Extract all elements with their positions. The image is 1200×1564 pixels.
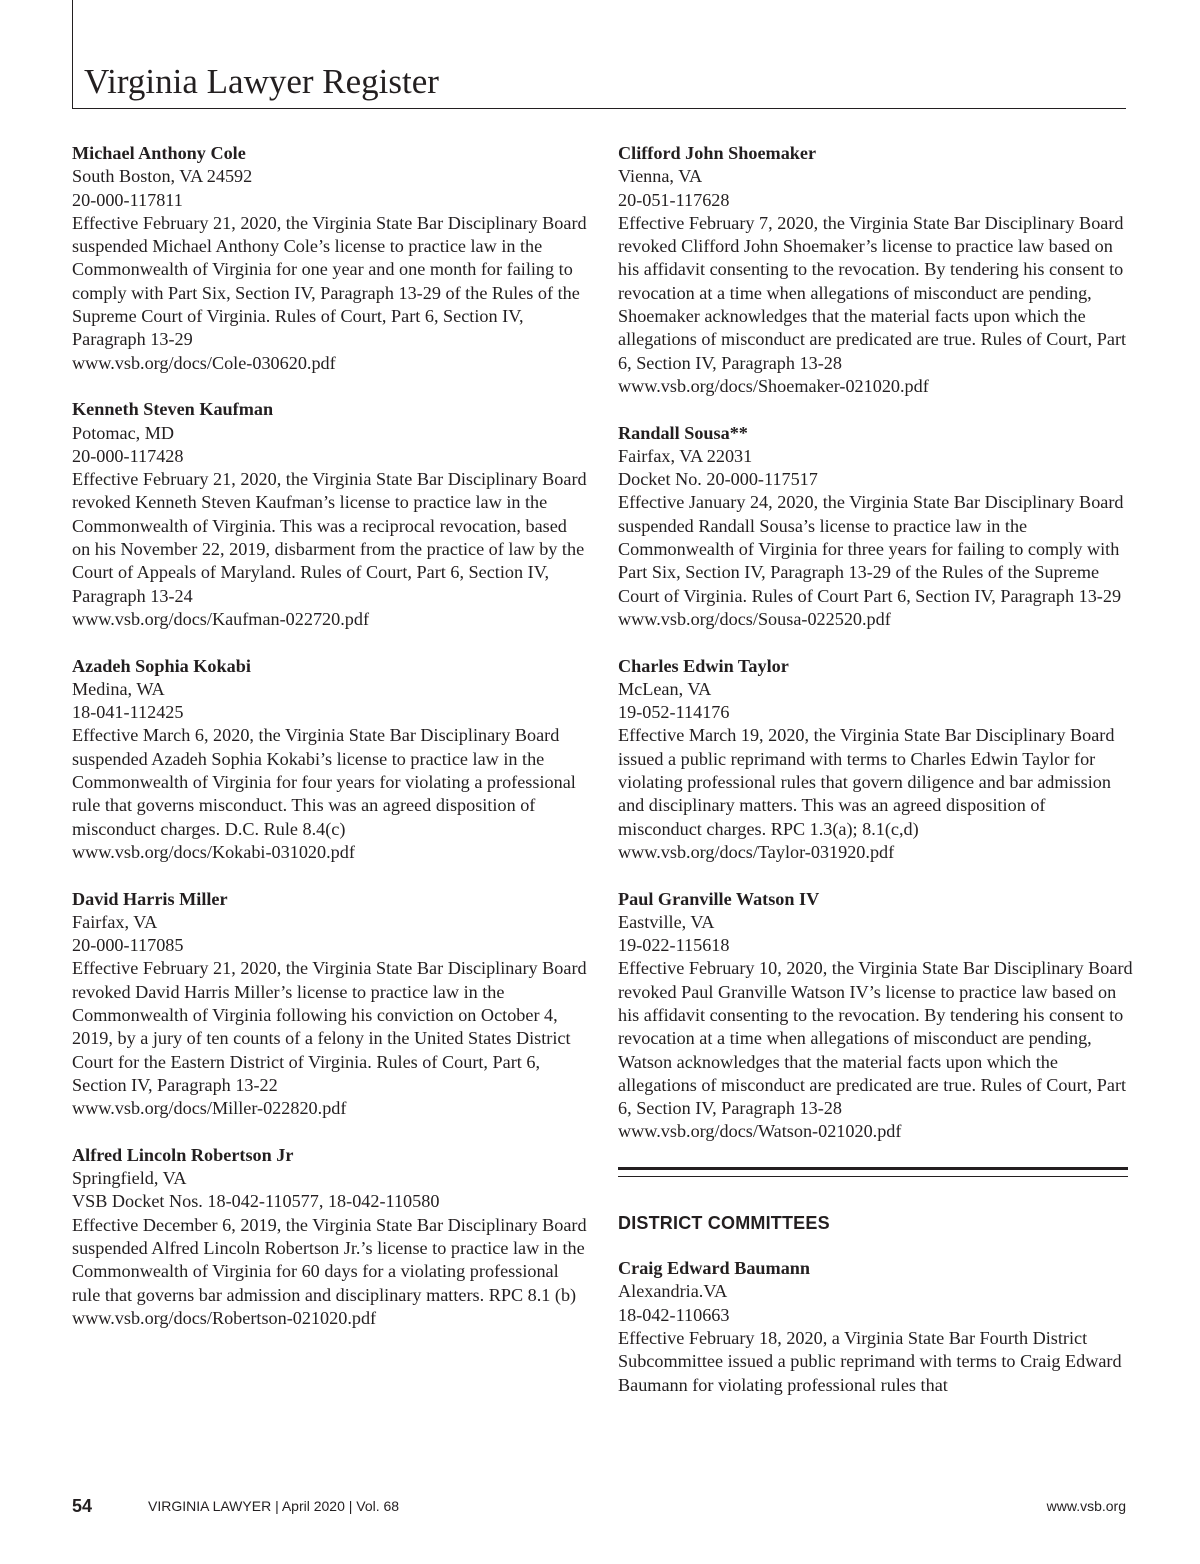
page-footer bbox=[72, 1494, 1126, 1518]
section-heading: DISTRICT COMMITTEES bbox=[618, 1213, 830, 1234]
left-column bbox=[72, 142, 587, 1353]
entry-url[interactable]: www.vsb.org/docs/Watson-021020.pdf bbox=[618, 1121, 902, 1142]
publication-info: VIRGINIA LAWYER | April 2020 | Vol. 68 bbox=[148, 1498, 400, 1514]
entry-text: Effective March 6, 2020, the Virginia State Bar Disciplinary Board suspended Azadeh Sophia Kokabi’s license to practice law in the Commonwealth of Virginia for four years for violating a professional rule that governs misconduct. This was an agreed disposition of misconduct charges. D.C. Rule 8.4(c) bbox=[72, 725, 576, 839]
entry-location: Alexandria.VA bbox=[618, 1281, 728, 1302]
entry-text: Effective February 7, 2020, the Virginia State Bar Disciplinary Board revoked Clifford John Shoemaker’s license to practice law based on his affidavit consenting to the revocation. By tendering his consent to revocation at a time when allegations of misconduct are pending, Shoemaker acknowledges that the material facts upon which the allegations of misconduct are predicated are true. Rules of Court, Part 6, Section IV, Paragraph 13-28 bbox=[618, 212, 1127, 373]
register-entry bbox=[618, 888, 1133, 1144]
entry-location: Eastville, VA bbox=[618, 911, 715, 932]
register-entry bbox=[618, 142, 1133, 398]
entry-location: Medina, WA bbox=[72, 678, 165, 699]
entry-url[interactable]: www.vsb.org/docs/Taylor-031920.pdf bbox=[618, 841, 895, 862]
entry-name: Alfred Lincoln Robertson Jr bbox=[72, 1144, 294, 1165]
entry-name: Kenneth Steven Kaufman bbox=[72, 399, 274, 420]
entry-url[interactable]: www.vsb.org/docs/Kokabi-031020.pdf bbox=[72, 841, 355, 862]
register-entry bbox=[72, 142, 587, 375]
entry-url[interactable]: www.vsb.org/docs/Miller-022820.pdf bbox=[72, 1098, 347, 1119]
register-entry bbox=[72, 888, 587, 1121]
entry-docket: 20-000-117085 bbox=[72, 935, 184, 956]
entry-location: Fairfax, VA bbox=[72, 911, 158, 932]
entry-url[interactable]: www.vsb.org/docs/Kaufman-022720.pdf bbox=[72, 608, 370, 629]
page-title: Virginia Lawyer Register bbox=[84, 62, 439, 101]
entry-location: Potomac, MD bbox=[72, 422, 175, 443]
page-number: 54 bbox=[72, 1496, 93, 1516]
entry-url[interactable]: www.vsb.org/docs/Robertson-021020.pdf bbox=[72, 1307, 377, 1328]
entry-name: Clifford John Shoemaker bbox=[618, 143, 817, 163]
entry-docket: 20-000-117811 bbox=[72, 189, 183, 210]
entry-text: Effective January 24, 2020, the Virginia State Bar Disciplinary Board suspended Randall Sousa’s license to practice law in the Commonwealth of Virginia for three years for failing to comply with Part Six, Section IV, Paragraph 13-29 of the Rules of the Supreme Court of Virginia. Rules of Court Part 6, Section IV, Paragraph 13-29 bbox=[618, 492, 1124, 606]
register-entry bbox=[618, 1257, 1133, 1397]
entry-name: David Harris Miller bbox=[72, 888, 228, 909]
entry-name: Michael Anthony Cole bbox=[72, 143, 246, 163]
entry-docket: VSB Docket Nos. 18-042-110577, 18-042-110580 bbox=[72, 1191, 440, 1212]
website-link[interactable]: www.vsb.org bbox=[1046, 1498, 1126, 1514]
right-column bbox=[618, 142, 1133, 1420]
entry-docket: 19-052-114176 bbox=[618, 702, 730, 723]
register-entry bbox=[72, 1144, 587, 1330]
header-vertical-rule bbox=[72, 0, 73, 108]
section-divider bbox=[618, 1167, 1128, 1177]
entry-text: Effective February 21, 2020, the Virginia State Bar Disciplinary Board suspended Michael Anthony Cole’s license to practice law in the Commonwealth of Virginia for one year and one month for failing to comply with Part Six, Section IV, Paragraph 13-29 of the Rules of the Supreme Court of Virginia. Rules of Court, Part 6, Section IV, Paragraph 13-29 bbox=[72, 212, 587, 350]
entry-location: South Boston, VA 24592 bbox=[72, 166, 253, 187]
entry-location: Vienna, VA bbox=[618, 166, 703, 187]
register-entry bbox=[618, 422, 1133, 632]
entry-location: Fairfax, VA 22031 bbox=[618, 445, 753, 466]
register-entry bbox=[72, 655, 587, 865]
entry-docket: 18-041-112425 bbox=[72, 702, 184, 723]
entry-text: Effective February 21, 2020, the Virginia State Bar Disciplinary Board revoked David Harris Miller’s license to practice law in the Commonwealth of Virginia following his conviction on October 4, 2019, by a jury of ten counts of a felony in the United States District Court for the Eastern District of Virginia. Rules of Court, Part 6, Section IV, Paragraph 13-22 bbox=[72, 958, 587, 1095]
entry-name: Craig Edward Baumann bbox=[618, 1258, 811, 1279]
entry-docket: 20-000-117428 bbox=[72, 445, 184, 466]
entry-docket: Docket No. 20-000-117517 bbox=[618, 469, 818, 490]
entry-docket: 19-022-115618 bbox=[618, 935, 730, 956]
entry-url[interactable]: www.vsb.org/docs/Shoemaker-021020.pdf bbox=[618, 375, 929, 396]
entry-text: Effective February 18, 2020, a Virginia State Bar Fourth District Subcommittee issued a public reprimand with terms to Craig Edward Baumann for violating professional rules that bbox=[618, 1327, 1122, 1395]
entry-docket: 18-042-110663 bbox=[618, 1304, 730, 1325]
register-entry bbox=[72, 398, 587, 631]
entry-url[interactable]: www.vsb.org/docs/Cole-030620.pdf bbox=[72, 352, 336, 373]
entry-text: Effective December 6, 2019, the Virginia State Bar Disciplinary Board suspended Alfred Lincoln Robertson Jr.’s license to practice law in the Commonwealth of Virginia for 60 days for a violating professional rule that governs bar admission and disciplinary matters. RPC 8.1 (b) bbox=[72, 1214, 587, 1305]
entry-text: Effective February 10, 2020, the Virginia State Bar Disciplinary Board revoked Paul Granville Watson IV’s license to practice law based on his affidavit consenting to the revocation. By tendering his consent to revocation at a time when allegations of misconduct are pending, Watson acknowledges that the material facts upon which the allegations of misconduct are predicated are true. Rules of Court, Part 6, Section IV, Paragraph 13-28 bbox=[618, 958, 1133, 1119]
header-horizontal-rule bbox=[72, 108, 1126, 109]
register-entry bbox=[618, 655, 1133, 865]
entry-text: Effective March 19, 2020, the Virginia State Bar Disciplinary Board issued a public reprimand with terms to Charles Edwin Taylor for violating professional rules that govern diligence and bar admission and disciplinary matters. This was an agreed disposition of misconduct charges. RPC 1.3(a); 8.1(c,d) bbox=[618, 725, 1115, 839]
entry-docket: 20-051-117628 bbox=[618, 189, 730, 210]
entry-url[interactable]: www.vsb.org/docs/Sousa-022520.pdf bbox=[618, 608, 891, 629]
entry-name: Randall Sousa** bbox=[618, 422, 748, 443]
entry-location: Springfield, VA bbox=[72, 1168, 187, 1189]
entry-name: Charles Edwin Taylor bbox=[618, 655, 789, 676]
entry-text: Effective February 21, 2020, the Virginia State Bar Disciplinary Board revoked Kenneth Steven Kaufman’s license to practice law in the Commonwealth of Virginia. This was a reciprocal revocation, based on his November 22, 2019, disbarment from the practice of law by the Court of Appeals of Maryland. Rules of Court, Part 6, Section IV, Paragraph 13-24 bbox=[72, 469, 587, 606]
entry-name: Paul Granville Watson IV bbox=[618, 888, 820, 909]
entry-name: Azadeh Sophia Kokabi bbox=[72, 655, 251, 676]
entry-location: McLean, VA bbox=[618, 678, 712, 699]
